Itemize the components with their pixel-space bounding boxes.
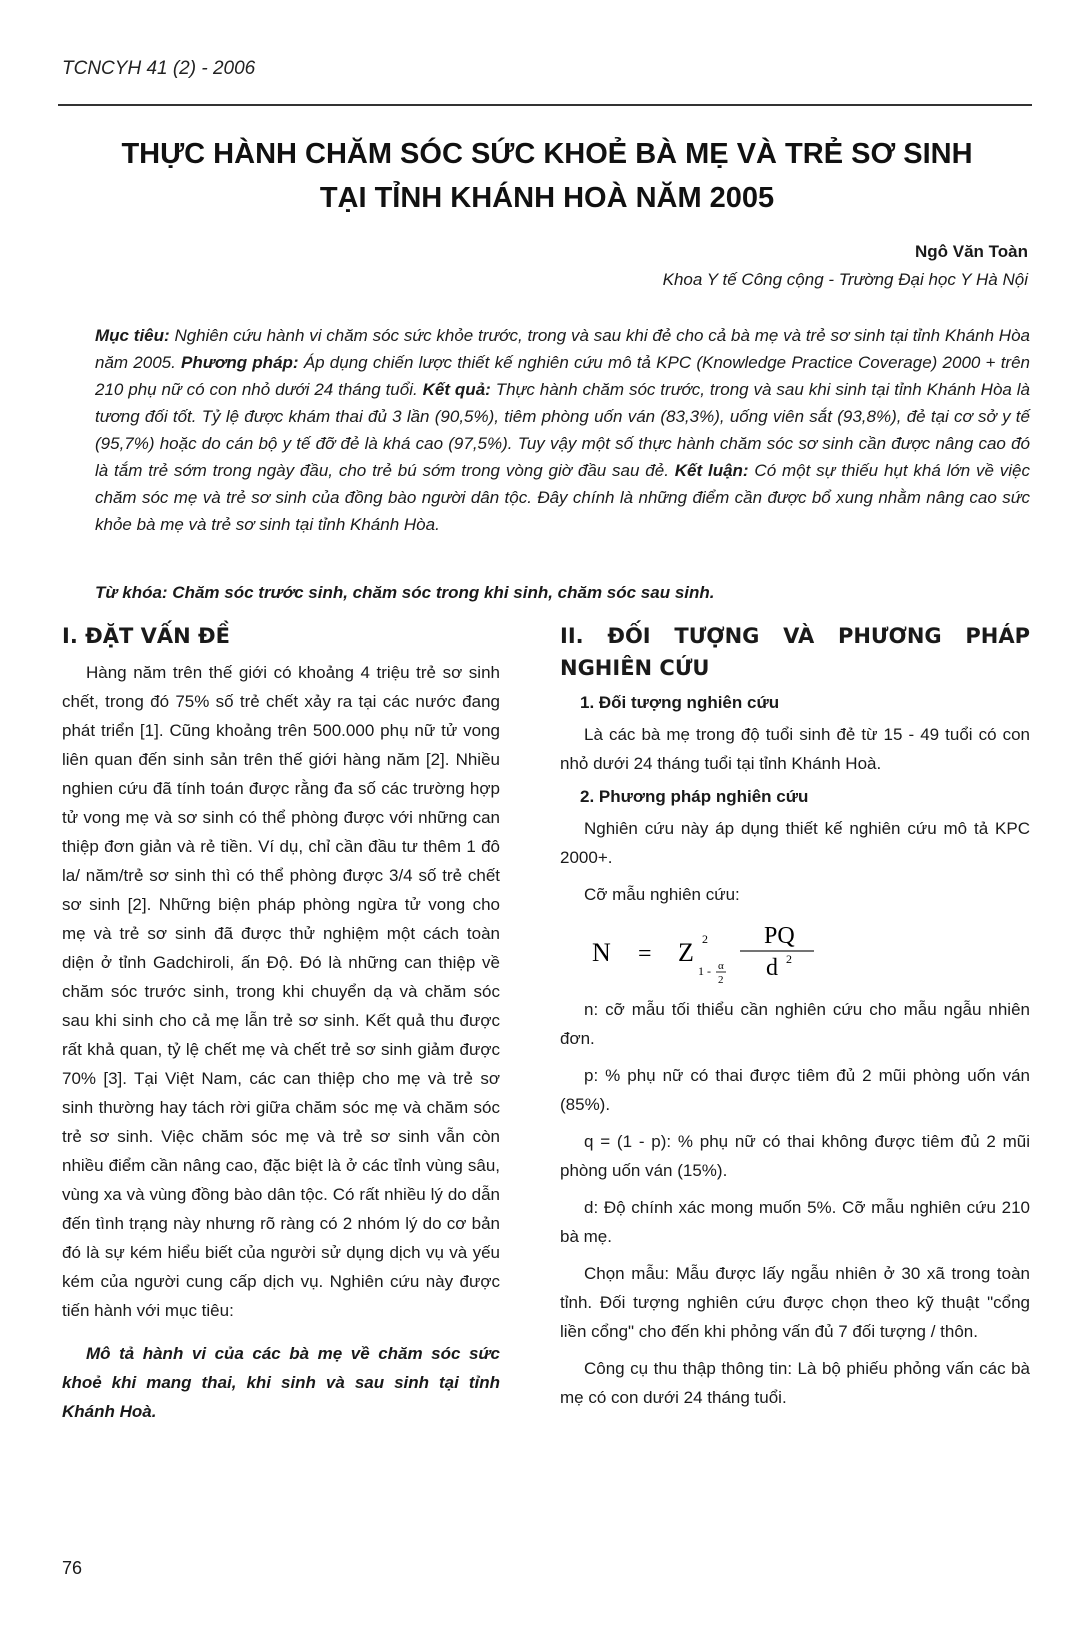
study-objective: Mô tả hành vi của các bà mẹ về chăm sóc sức khoẻ khi mang thai, khi sinh và sau sinh tại tỉnh Khánh Hoà. [62,1344,500,1421]
method-label: Phương pháp: [181,353,299,372]
section-1-heading: I. ĐẶT VẤN ĐỀ [62,624,230,648]
formula-z-power: 2 [702,932,708,946]
subsection-1-heading: 1. Đối tượng nghiên cứu [580,693,780,712]
right-column [560,620,1030,1412]
conclusion-text: Có một sự thiếu hụt khá lớn về việc chăm sóc mẹ và trẻ sơ sinh của đồng bào người dân tộc. Đây chính là những điểm cần được bổ xung nhằm nâng cao sức khỏe bà mẹ và trẻ sơ sinh tại tỉnh Khánh Hòa. [95,461,1030,534]
formula-two: 2 [718,974,724,986]
sample-size-formula [560,909,1030,995]
page-number: 76 [62,1558,83,1578]
title-line-1: THỰC HÀNH CHĂM SÓC SỨC KHOẺ BÀ MẸ VÀ TRẺ SƠ SINH [121,138,973,170]
title-line-2: TẠI TỈNH KHÁNH HOÀ NĂM 2005 [319,182,775,214]
method-text: Áp dụng chiến lược thiết kế nghiên cứu mô tả KPC (Knowledge Practice Coverage) 2000 + trên 210 phụ nữ có con nhỏ dưới 24 tháng tuổi. [95,353,1030,399]
definition-d: d: Độ chính xác mong muốn 5%. Cỡ mẫu nghiên cứu 210 bà mẹ. [560,1198,1030,1246]
author-name: Ngô Văn Toàn [914,242,1028,261]
subsection-2-heading: 2. Phương pháp nghiên cứu [580,787,809,806]
formula-denominator: d [766,955,778,981]
sample-size-label: Cỡ mẫu nghiên cứu: [584,885,740,904]
objective-text: Nghiên cứu hành vi chăm sóc sức khỏe trước, trong và sau khi đẻ cho cả bà mẹ và trẻ sơ sinh tại tỉnh Khánh Hòa năm 2005. [95,326,1030,372]
section-1-body: Hàng năm trên thế giới có khoảng 4 triệu trẻ sơ sinh chết, trong đó 75% số trẻ chết xảy ra tại các nước đang phát triển [1]. Cũng khoảng trên 500.000 phụ nữ tử vong liên quan đến sinh sản trên thế giới hàng năm [2]. Nhiều nghien cứu đã tính toán được rằng đa số các trường hợp tử vong mẹ và sơ sinh có thể phòng được với những can thiệp đơn giản và rẻ tiền. Ví dụ, chỉ cần đầu tư thêm 1 đô la/ năm/trẻ sơ sinh thì có thể phòng được 3/4 số trẻ chết sơ sinh [2]. Những biện pháp phòng ngừa tử vong cho mẹ và trẻ sơ sinh đã được thử nghiệm một cách toàn diện ở tỉnh Gadchiroli, ấn Độ. Đó là những can thiệp về chăm sóc trước sinh, trong khi chuyển dạ và chăm sóc sau khi sinh cho cả mẹ lẫn trẻ sơ sinh. Kết quả thu được rất khả quan, tỷ lệ chết mẹ và chết trẻ sơ sinh giảm được 70% [3]. Tại Việt Nam, các can thiệp cho mẹ và trẻ sơ sinh thường hay tách rời giữa chăm sóc mẹ và chăm sóc trẻ sơ sinh. Việc chăm sóc mẹ và trẻ sơ sinh vẫn còn nhiều điểm cần nâng cao, đặc biệt là ở các tỉnh vùng sâu, vùng xa và vùng đồng bào dân tộc. Có rất nhiều lý do dẫn đến tình trạng này nhưng rõ ràng có 2 nhóm lý do cơ bản đó là sự kém hiểu biết của người sử dụng dịch vụ và yếu kém của người cung cấp dịch vụ. Nghiên cứu này được tiến hành với mục tiêu: [62,663,500,1320]
definition-q: q = (1 - p): % phụ nữ có thai không được tiêm đủ 2 mũi phòng uốn ván (15%). [560,1132,1030,1180]
subsection-2-body: Nghiên cứu này áp dụng thiết kế nghiên cứu mô tả KPC 2000+. [560,819,1030,867]
subsection-1-body: Là các bà mẹ trong độ tuổi sinh đẻ từ 15 - 49 tuổi có con nhỏ dưới 24 tháng tuổi tại tỉnh Khánh Hoà. [560,725,1030,773]
sampling-method: Chọn mẫu: Mẫu được lấy ngẫu nhiên ở 30 xã trong toàn tỉnh. Đối tượng nghiên cứu được chọn theo kỹ thuật "cổng liền cổng" cho đến khi phỏng vấn đủ 7 đối tượng / thôn. [560,1264,1030,1341]
formula-alpha: α [718,960,724,972]
author-affiliation: Khoa Y tế Công cộng - Trường Đại học Y Hà Nội [662,270,1028,289]
definition-n: n: cỡ mẫu tối thiểu cần nghiên cứu cho mẫu ngẫu nhiên đơn. [560,1000,1030,1048]
header-rule [58,104,1032,106]
definition-p: p: % phụ nữ có thai được tiêm đủ 2 mũi phòng uốn ván (85%). [560,1066,1030,1114]
keywords: Từ khóa: Chăm sóc trước sinh, chăm sóc trong khi sinh, chăm sóc sau sinh. [95,583,715,602]
formula-d-power: 2 [786,952,792,966]
formula-graphic [590,909,850,995]
result-label: Kết quả: [422,380,491,399]
conclusion-label: Kết luận: [674,461,749,480]
formula-lhs: N [592,938,611,967]
objective-label: Mục tiêu: [95,326,170,345]
formula-equals: = [638,941,652,967]
article-title [60,132,1034,220]
result-text: Thực hành chăm sóc trước, trong và sau khi sinh tại tỉnh Khánh Hòa là tương đối tốt. Tỷ lệ được khám thai đủ 3 lần (90,5%), tiêm phòng uốn ván (83,3%), uống viên sắt (93,8%), đẻ tại cơ sở y tế (95,7%) hoặc do cán bộ y tế đỡ đẻ là khá cao (97,5%). Tuy vậy một số thực hành chăm sóc sơ sinh cần được nâng cao đó là tắm trẻ sớm trong ngày đầu, cho trẻ bú sớm trong vòng giờ đầu sau đẻ. [95,380,1031,480]
left-column [62,620,500,1426]
section-2-heading: II. ĐỐI TƯỢNG VÀ PHƯƠNG PHÁP NGHIÊN CỨU [560,624,1030,680]
journal-reference: TCNCYH 41 (2) - 2006 [62,58,256,79]
data-collection-tools: Công cụ thu thập thông tin: Là bộ phiếu phỏng vấn các bà mẹ có con dưới 24 tháng tuổi. [560,1359,1030,1407]
formula-numerator: PQ [764,923,795,949]
formula-z-subscript: 1 - [698,964,711,978]
formula-z: Z [678,938,694,967]
abstract [95,322,1030,538]
